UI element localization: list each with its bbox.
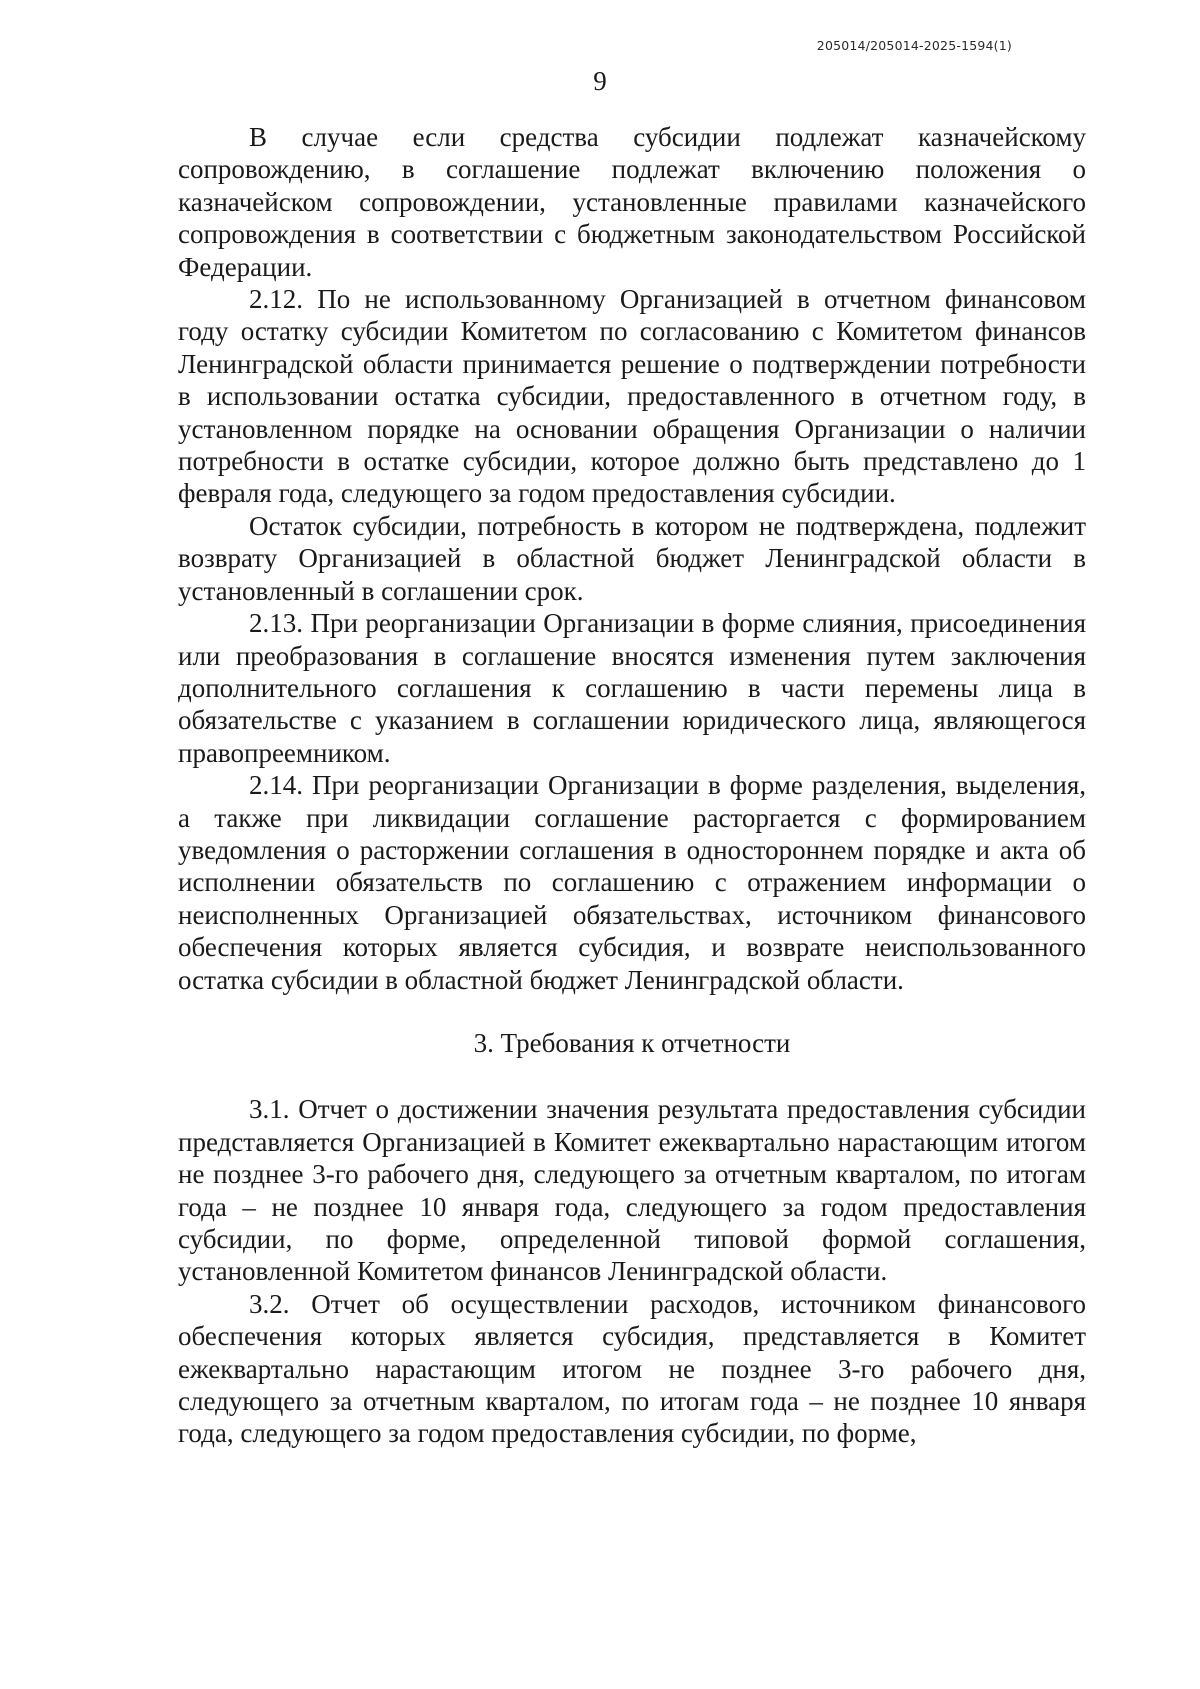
document-body: [178, 121, 1086, 1450]
paragraph-2-12: 2.12. По не использованному Организацией в отчетном финансовом году остатку субсидии Комитетом по согласованию с Комитетом финансов Ленинградской области принимается решение о подтверждении потребности в использовании остатка субсидии, предоставленного в отчетном году, в установленном порядке на основании обращения Организации о наличии потребности в остатке субсидии, которое должно быть представлено до 1 февраля года, следующего за годом предоставления субсидии.: [178, 284, 1086, 509]
paragraph-2-14: 2.14. При реорганизации Организации в форме разделения, выделения, а также при ликвидации соглашение расторгается с формированием уведомления о расторжении соглашения в одностороннем порядке и акта об исполнении обязательств по соглашению с отражением информации о неисполненных Организацией обязательствах, источником финансового обеспечения которых является субсидия, и возврате неиспользованного остатка субсидии в областной бюджет Ленинградской области.: [178, 770, 1086, 995]
page-number: 9: [593, 66, 607, 96]
paragraph-treasury-support: В случае если средства субсидии подлежат казначейскому сопровождению, в соглашение подлежат включению положения о казначейском сопровождении, установленные правилами казначейского сопровождения в соответствии с бюджетным законодательством Российской Федерации.: [178, 122, 1086, 282]
paragraph-remaining-subsidy: Остаток субсидии, потребность в котором не подтверждена, подлежит возврату Организацией в областной бюджет Ленинградской области в установленный в соглашении срок.: [178, 510, 1086, 606]
paragraph-2-13: 2.13. При реорганизации Организации в форме слияния, присоединения или преобразования в соглашение вносятся изменения путем заключения дополнительного соглашения к соглашению в части перемены лица в обязательстве с указанием в соглашении юридического лица, являющегося правопреемником.: [178, 608, 1086, 768]
paragraph-3-2: 3.2. Отчет об осуществлении расходов, источником финансового обеспечения которых является субсидия, представляется в Комитет ежеквартально нарастающим итогом не позднее 3-го рабочего дня, следующего за отчетным кварталом, по итогам года – не позднее 10 января года, следующего за годом предоставления субсидии, по форме,: [178, 1288, 1086, 1449]
document-id: 205014/205014-2025-1594(1): [816, 38, 1012, 53]
paragraph-3-1: 3.1. Отчет о достижении значения результата предоставления субсидии представляется Организацией в Комитет ежеквартально нарастающим итогом не позднее 3-го рабочего дня, следующего за отчетным кварталом, по итогам года – не позднее 10 января года, следующего за годом предоставления субсидии, по форме, определенной типовой формой соглашения, установленной Комитетом финансов Ленинградской области.: [178, 1094, 1086, 1287]
section-heading-reporting: 3. Требования к отчетности: [473, 1027, 791, 1058]
